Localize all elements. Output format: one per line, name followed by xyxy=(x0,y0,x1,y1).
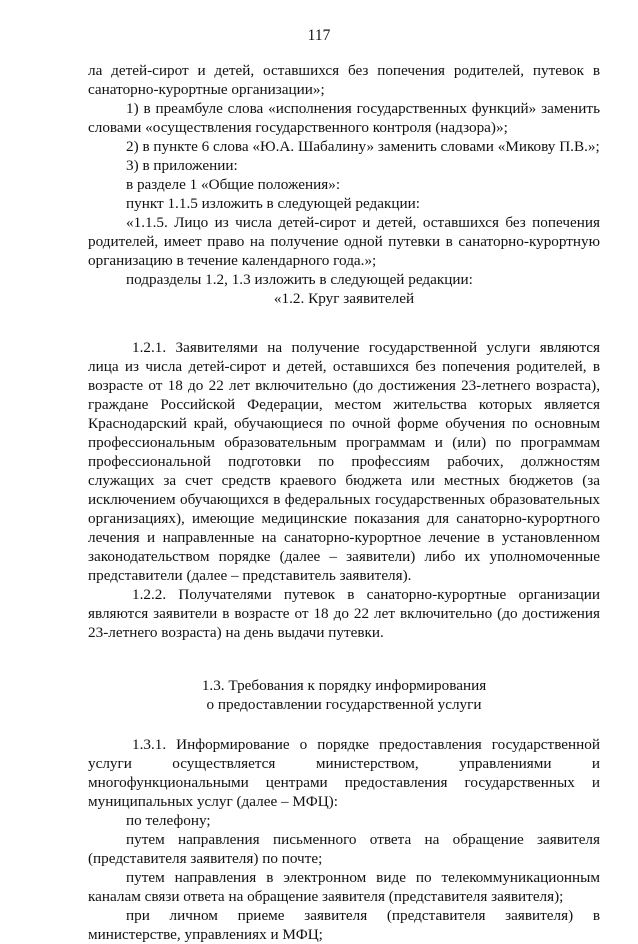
list-item-electronic: путем направления в электронном виде по телекоммуникационным каналам связи ответа на обращение заявителя (представителя заявителя); xyxy=(88,869,600,905)
document-body xyxy=(88,61,600,944)
paragraph-subsections-intro: подразделы 1.2, 1.3 изложить в следующей редакции: xyxy=(126,271,473,288)
paragraph-point-1-1-5: «1.1.5. Лицо из числа детей-сирот и детей, оставшихся без попечения родителей, имеет право на получение одной путевки в санаторно-курортную организацию в течение календарного года.»; xyxy=(88,214,600,269)
paragraph-item-3: 3) в приложении: xyxy=(126,157,238,174)
paragraph-item-1: 1) в преамбуле слова «исполнения государственных функций» заменить словами «осуществления государственного контроля (надзора)»; xyxy=(88,100,600,136)
list-item-mail: путем направления письменного ответа на обращение заявителя (представителя заявителя) по почте; xyxy=(88,831,600,867)
paragraph-item-2: 2) в пункте 6 слова «Ю.А. Шабалину» заменить словами «Микову П.В.»; xyxy=(126,138,600,155)
paragraph-section-1: в разделе 1 «Общие положения»: xyxy=(126,176,341,193)
heading-1-3-line-2: о предоставлении государственной услуги xyxy=(206,696,482,713)
page-number: 117 xyxy=(307,27,331,44)
paragraph-1-3-1: 1.3.1. Информирование о порядке предоставления государственной услуги осуществляется министерством, управлениями и многофункциональными центрами предоставления государственных и муниципальных услуг (далее – МФЦ): xyxy=(88,736,600,810)
heading-1-3-line-1: 1.3. Требования к порядку информирования xyxy=(201,677,487,694)
list-item-personal: при личном приеме заявителя (представителя заявителя) в министерстве, управлениях и МФЦ; xyxy=(88,907,600,943)
paragraph-1-2-2: 1.2.2. Получателями путевок в санаторно-курортные организации являются заявители в возрасте от 18 до 22 лет включительно (до достижения 23-летнего возраста) на день выдачи путевки. xyxy=(88,586,600,641)
list-item-phone: по телефону; xyxy=(126,812,211,829)
paragraph-point-1-1-5-intro: пункт 1.1.5 изложить в следующей редакции: xyxy=(126,195,420,212)
heading-1-2: «1.2. Круг заявителей xyxy=(273,290,415,307)
paragraph-1-2-1: 1.2.1. Заявителями на получение государственной услуги являются лица из числа детей-сирот и детей, оставшихся без попечения родителей, в возрасте от 18 до 22 лет включительно (до достижения 23-летнего возраста), граждане Российской Федерации, местом жительства которых является Краснодарский край, обучающиеся по очной форме обучения по основным профессиональным образовательным программам и (или) по программам профессиональной подготовки по профессиям рабочих, должностям служащих за счет средств краевого бюджета или местных бюджетов (за исключением обучающихся в федеральных государственных образовательных организациях), имеющие медицинские показания для санаторно-курортного лечения и направленные на санаторно-курортное лечение в установленном законодательством порядке (далее – заявители) либо их уполномоченные представители (далее – представитель заявителя). xyxy=(88,339,600,584)
paragraph-continuation: ла детей-сирот и детей, оставшихся без попечения родителей, путевок в санаторно-курортные организации»; xyxy=(88,62,600,98)
